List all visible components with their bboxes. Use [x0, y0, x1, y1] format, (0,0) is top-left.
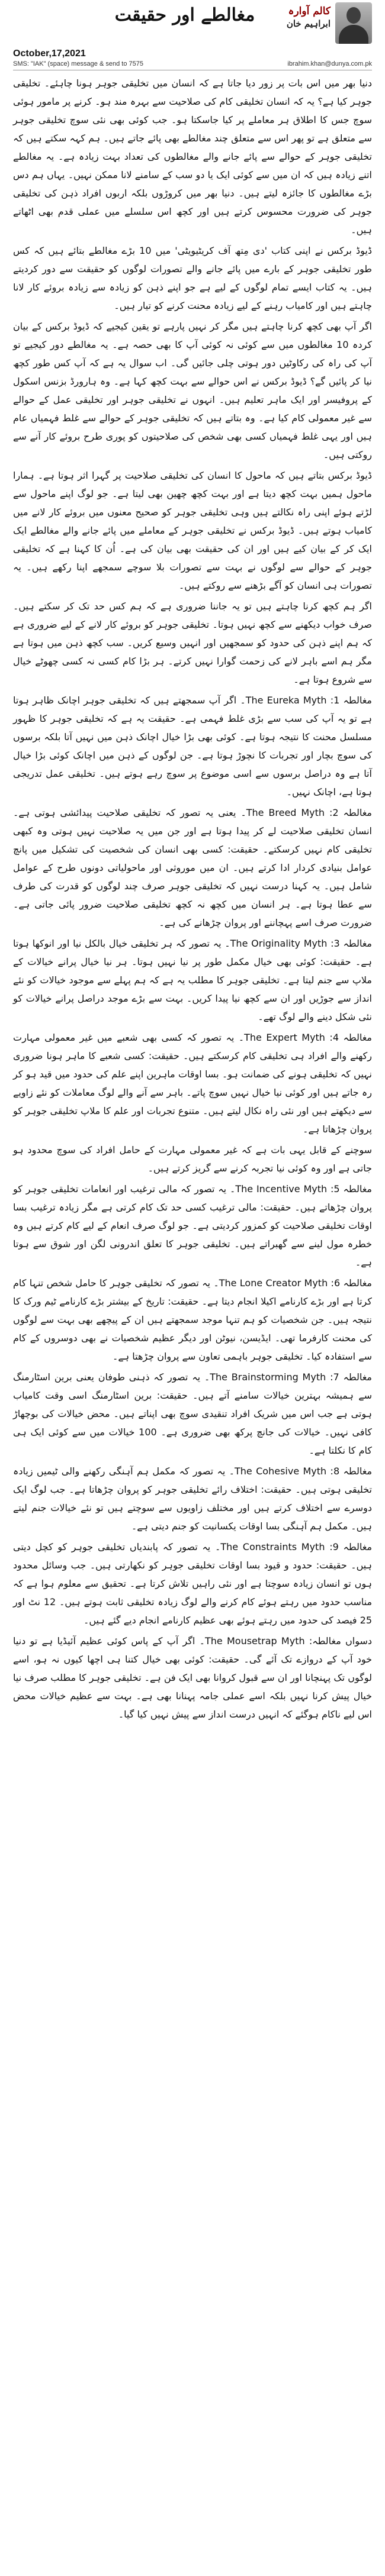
author-name: ابراہیم خان	[286, 18, 331, 29]
article-body	[13, 70, 372, 1723]
column-brand	[242, 5, 331, 29]
article-paragraph: مغالطہ 4: The Expert Myth۔ یہ تصور کہ کسی بھی شعبے میں غیر معمولی مہارت رکھنے والے افراد ہی تخلیقی کام کرسکتے ہیں۔ حقیقت: کسی شعبے کا ماہر ہونا ضروری نہیں کہ تخلیقی ہونے کی ضمانت ہو۔ بسا اوقات ماہرین اپنے علم کی حدود میں قید ہو کر رہ جاتے ہیں اور کوئی نیا خیال نہیں سوچ پاتے۔ باہر سے آنے والے لوگ معاملات کو نئے زاویے سے دیکھتے ہیں اور نئی راہ نکال لیتے ہیں۔ متنوع تجربات اور علم کا ملاپ تخلیقی جوہر کو پروان چڑھاتا ہے۔	[13, 1032, 373, 1135]
article-paragraph: مغالطہ 7: The Brainstorming Myth۔ یہ تصور کہ ذہنی طوفان یعنی برین اسٹارمنگ سے ہمیشہ بہترین خیالات سامنے آتے ہیں۔ حقیقت: برین اسٹارمنگ اسی وقت کامیاب ہوتی ہے جب اس میں شریک افراد تنقیدی سوچ بھی اپناتے ہیں۔ محض خیالات کی بوچھاڑ کافی نہیں۔ خیالات کی جانچ پرکھ بھی ضروری ہے۔ 100 خیالات میں سے کوئی ایک ہی کام کا نکلتا ہے۔	[13, 1371, 372, 1456]
article-paragraph: مغالطہ 5: The Incentive Myth۔ یہ تصور کہ مالی ترغیب اور انعامات تخلیقی جوہر کو پروان چڑھاتے ہیں۔ حقیقت: مالی ترغیب کسی حد تک کام کرتی ہے مگر زیادہ ترغیب بسا اوقات تخلیقی صلاحیت کو کمزور کردیتی ہے۔ جو لوگ صرف انعام کے لیے کام کرتے ہیں وہ خطرہ مول لینے سے گھبراتے ہیں۔ تخلیقی جوہر کا تعلق اندرونی لگن اور شوق سے ہوتا ہے۔	[13, 1183, 372, 1268]
article-paragraph: مغالطہ 9: The Constraints Myth۔ یہ تصور کہ پابندیاں تخلیقی جوہر کو کچل دیتی ہیں۔ حقیقت: حدود و قیود بسا اوقات تخلیقی جوہر کو نکھارتی ہیں۔ جب وسائل محدود ہوں تو انسان زیادہ سوچتا ہے اور نئی راہیں تلاش کرتا ہے۔ تحقیق سے معلوم ہوا ہے کہ مناسب حدود میں رہتے ہوئے کام کرنے والے لوگ زیادہ تخلیقی ثابت ہوتے ہیں۔ 12 نٹ اور 25 فیصد کی حدود میں رہتے ہوئے بھی عظیم کارنامے انجام دیے گئے ہیں۔	[13, 1541, 373, 1626]
article-paragraph: دنیا بھر میں اس بات پر زور دیا جاتا ہے کہ انسان میں تخلیقی جوہر ہونا چاہئے۔ تخلیقی جوہر کیا ہے؟ یہ کہ انسان تخلیقی کام کی صلاحیت سے بہرہ مند ہو۔ کرنے پر مامور ہوئی سوچ جس کا اطلاق ہر معاملے پر کیا جاسکتا ہو۔ جب کوئی بھی نئی سوچ تخلیقی جوہر سے متعلق ہے تو پھر اس سے متعلق چند مغالطے بھی پائے جاتے ہیں۔ ہم کہہ سکتے ہیں کہ تخلیقی جوہر کے حوالے سے پائے جانے والے مغالطوں کی تعداد بہت زیادہ ہے۔ یہ مغالطے اتنے زیادہ ہیں کہ ان میں سے کوئی ایک یا دو سب کے سامنے لانا ممکن نہیں۔ یہاں ہم دس بڑے مغالطوں کا جائزہ لیتے ہیں۔ دنیا بھر میں کروڑوں بلکہ اربوں افراد ذہن کی تخلیقی جوہر کی ضرورت محسوس کرتے ہیں اور کچھ اس سلسلے میں عملی قدم بھی اٹھاتے ہیں۔	[13, 78, 372, 235]
column-meta	[13, 49, 372, 70]
article-paragraph: مغالطہ 6: The Lone Creator Myth۔ یہ تصور کہ تخلیقی جوہر کا حامل شخص تنہا کام کرتا ہے اور بڑے کارنامے اکیلا انجام دیتا ہے۔ حقیقت: تاریخ کے بیشتر بڑے کارنامے ٹیم ورک کا نتیجہ ہیں۔ جن شخصیات کو ہم تنہا موجد سمجھتے ہیں ان کے پیچھے بھی بہت سے لوگوں کی محنت کارفرما تھی۔ ایڈیسن، نیوٹن اور دیگر عظیم شخصیات نے بھی دوسروں کے کام سے استفادہ کیا۔ تخلیقی جوہر باہمی تعاون سے پروان چڑھتا ہے۔	[13, 1277, 373, 1362]
article-paragraph: ڈیوڈ برکس نے اپنی کتاب 'دی مِتھ آف کریٹیویٹی' میں 10 بڑے مغالطے بتائے ہیں کہ کس طور تخلیقی جوہر کے بارے میں پائے جانے والے تصورات لوگوں کو حقیقت سے دور کردیتے ہیں۔ یہ کتاب ایسے تمام لوگوں کے لیے ہے جو اپنے ذہن کو زیادہ سے زیادہ بروئے کار لانا چاہتے ہیں اور کامیاب رہنے کے لیے زیادہ محنت کرنے کو تیار ہیں۔	[13, 245, 372, 311]
article-paragraph: مغالطہ 2: The Breed Myth۔ یعنی یہ تصور کہ تخلیقی صلاحیت پیدائشی ہوتی ہے۔ انسان تخلیقی صلاحیت لے کر پیدا ہوتا ہے اور جن میں یہ صلاحیت نہیں ہوتی وہ کبھی تخلیقی کام نہیں کرسکتے۔ حقیقت: کسی بھی انسان کی شخصیت کی تشکیل میں پانچ عوامل بنیادی کردار ادا کرتے ہیں۔ ان میں موروثی اور ماحولیاتی دونوں طرح کے عوامل شامل ہیں۔ یہ کہنا درست نہیں کہ تخلیقی جوہر صرف چند لوگوں کو قدرت کی طرف سے عطا ہوتا ہے۔ ہر انسان میں کچھ نہ کچھ تخلیقی صلاحیت ضرور پائی جاتی ہے۔ ضرورت صرف اسے پہچاننے اور پروان چڑھانے کی ہے۔	[13, 807, 372, 928]
article-paragraph: مغالطہ 1: The Eureka Myth۔ اگر آپ سمجھتے ہیں کہ تخلیقی جوہر اچانک ظاہر ہوتا ہے تو یہ آپ کی سب سے بڑی غلط فہمی ہے۔ حقیقت یہ ہے کہ تخلیقی جوہر کا ظہور مسلسل محنت کا نتیجہ ہوتا ہے۔ کوئی بھی بڑا خیال اچانک ذہن میں نہیں آتا بلکہ برسوں کی سوچ بچار اور تجربات کا نچوڑ ہوتا ہے۔ جن لوگوں کے ذہن میں اچانک کوئی بڑا خیال آتا ہے وہ دراصل برسوں سے اسی موضوع پر سوچ رہے ہوتے ہیں۔ تخلیقی عمل تدریجی ہوتا ہے، اچانک نہیں۔	[13, 695, 373, 798]
article-headline: مغالطے اور حقیقت	[114, 5, 255, 25]
sms-instruction: SMS: "IAK" (space) message & send to 7575	[13, 60, 143, 67]
article-paragraph: اگر آپ بھی کچھ کرنا چاہتے ہیں مگر کر نہیں پارہے تو یقین کیجیے کہ ڈیوڈ برکس کے بیان کردہ 10 مغالطوں میں سے کوئی نہ کوئی آپ کا بھی حصہ ہے۔ یہ مغالطے دور کیجیے تو آپ کی راہ کی رکاوٹیں دور ہوتی چلی جائیں گی۔ اب سوال یہ ہے کہ آپ کس طور کچھ نیا کر پائیں گے؟ ڈیوڈ برکس نے اس حوالے سے بہت کچھ کہا ہے۔ وہ ہارورڈ بزنس اسکول کے پروفیسر اور ایک ماہر تعلیم ہیں۔ انہوں نے تخلیقی جوہر اور تخلیقی عمل کے حوالے سے غیر معمولی کام کیا ہے۔ وہ بتاتے ہیں کہ تخلیقی جوہر کے حوالے سے غلط فہمیاں عام ہیں اور یہی غلط فہمیاں کسی بھی شخص کی صلاحیتوں کو پوری طرح بروئے کار آنے سے روکتی ہیں۔	[13, 321, 373, 460]
author-photo-shoulders	[339, 25, 368, 44]
column-name: کالم آوارہ	[288, 5, 331, 17]
author-email: ibrahim.khan@dunya.com.pk	[287, 60, 372, 67]
column-header	[13, 0, 372, 49]
article-paragraph: ڈیوڈ برکس بتاتے ہیں کہ ماحول کا انسان کی تخلیقی صلاحیت پر گہرا اثر ہوتا ہے۔ ہمارا ماحول ہمیں بہت کچھ دیتا ہے اور بہت کچھ چھین بھی لیتا ہے۔ جو لوگ اپنے ماحول سے لڑتے ہوئے اپنی راہ نکالتے ہیں وہی تخلیقی جوہر کو صحیح معنوں میں بروئے کار لانے میں کامیاب ہوتے ہیں۔ ڈیوڈ برکس نے تخلیقی جوہر کے معاملے میں پائے جانے والے مغالطے ایک ایک کر کے بیان کیے ہیں اور ان کی حقیقت بھی بیان کی ہے۔ اُن کا کہنا ہے کہ تخلیقی جوہر کے حوالے سے لوگوں نے بہت سے تصورات بلا سوچے سمجھے اپنا رکھے ہیں۔ یہ تصورات ہی انسان کو آگے بڑھنے سے روکتے ہیں۔	[13, 470, 372, 591]
article-paragraph: سوچنے کے قابل یہی بات ہے کہ غیر معمولی مہارت کے حامل افراد کی سوچ محدود ہو جاتی ہے اور وہ کوئی نیا تجربہ کرنے سے گریز کرتے ہیں۔	[13, 1144, 372, 1174]
author-photo-head	[346, 7, 361, 24]
publish-date: October,17,2021	[13, 49, 86, 59]
article-paragraph: اگر ہم کچھ کرنا چاہتے ہیں تو یہ جاننا ضروری ہے کہ ہم کس حد تک کر سکتے ہیں۔ صرف خواب دیکھنے سے کچھ نہیں ہوتا۔ تخلیقی جوہر کو بروئے کار لانے کے لیے ضروری ہے کہ ہم اپنے ذہن کی حدود کو سمجھیں اور انہیں وسیع کریں۔ سب کچھ ذہن میں ہوتا ہے مگر ہم اسے باہر لانے کی زحمت گوارا نہیں کرتے۔ ہر بڑا کام کسی نہ کسی چھوٹے خیال سے شروع ہوتا ہے۔	[13, 601, 372, 685]
article-paragraph: دسواں مغالطہ: The Mousetrap Myth۔ اگر آپ کے پاس کوئی عظیم آئیڈیا ہے تو دنیا خود آپ کے دروازے تک آئے گی۔ حقیقت: کوئی بھی خیال کتنا ہی اچھا کیوں نہ ہو، اسے لوگوں تک پہنچانا اور ان سے قبول کروانا بھی ایک فن ہے۔ تخلیقی جوہر کا مطلب صرف نیا خیال پیش کرنا نہیں بلکہ اسے عملی جامہ پہنانا بھی ہے۔ بہت سے عظیم خیالات محض اس لیے ناکام ہوگئے کہ انہیں درست انداز سے پیش نہیں کیا گیا۔	[13, 1635, 373, 1720]
author-photo	[335, 2, 372, 44]
article-paragraph: مغالطہ 3: The Originality Myth۔ یہ تصور کہ ہر تخلیقی خیال بالکل نیا اور انوکھا ہوتا ہے۔ حقیقت: کوئی بھی خیال مکمل طور پر نیا نہیں ہوتا۔ ہر نیا خیال پرانے خیالات کے ملاپ سے جنم لیتا ہے۔ تخلیقی جوہر کا مطلب یہ ہے کہ ہم پہلے سے موجود خیالات کو نئے انداز سے جوڑیں اور ان سے کچھ نیا پیدا کریں۔ بہت سے بڑے موجد دراصل پرانے خیالات کو نئی شکل دینے والے لوگ تھے۔	[13, 938, 372, 1022]
article-paragraph: مغالطہ 8: The Cohesive Myth۔ یہ تصور کہ مکمل ہم آہنگی رکھنے والی ٹیمیں زیادہ تخلیقی ہوتی ہیں۔ حقیقت: اختلاف رائے تخلیقی جوہر کو پروان چڑھاتا ہے۔ جب لوگ ایک دوسرے سے اختلاف کرتے ہیں اور مختلف زاویوں سے سوچتے ہیں تو نئے خیالات جنم لیتے ہیں۔ مکمل ہم آہنگی بسا اوقات یکسانیت کو جنم دیتی ہے۔	[13, 1465, 373, 1532]
